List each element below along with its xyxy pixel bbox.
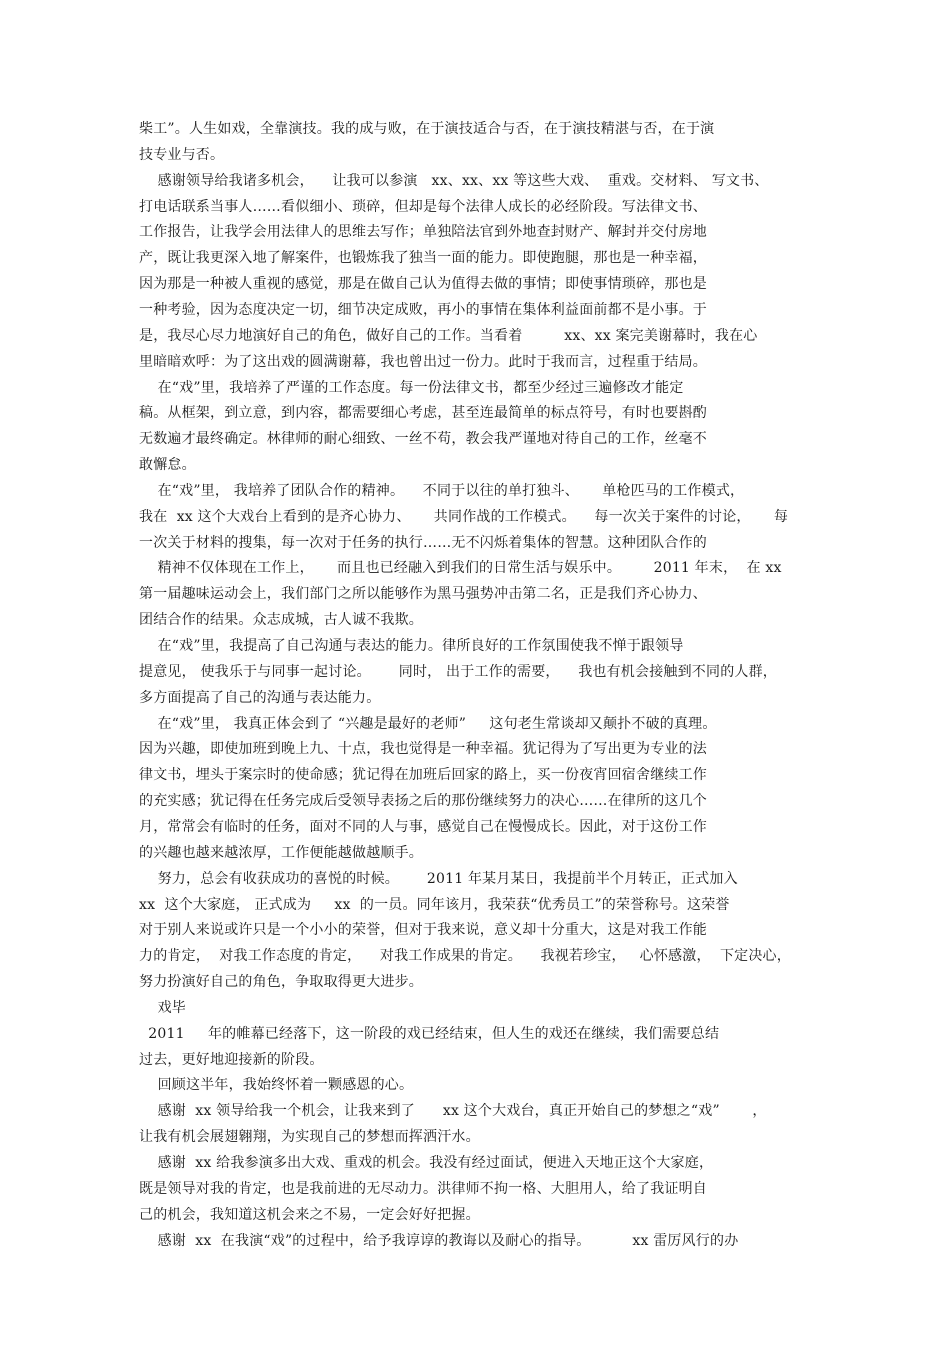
text-line: 因为那是一种被人重视的感觉，那是在做自己认为值得去做的事情；即使事情琐碎，那也是 [139,276,707,292]
text-line: 无数遍才最终确定。林律师的耐心细致、一丝不苟，教会我严谨地对待自己的工作，丝毫不 [139,431,707,447]
text-line: 精神不仅体现在工作上， 而且也已经融入到我们的日常生活与娱乐中。 2011 年末， 在 xx [139,560,782,576]
section-heading: 戏毕 [139,1000,187,1016]
text-line: 己的机会，我知道这机会来之不易，一定会好好把握。 [139,1207,480,1223]
text-line: 我在 xx 这个大戏台上看到的是齐心协力、 共同作战的工作模式。 每一次关于案件的讨论， 每 [139,509,789,525]
text-line: 感谢 xx 给我参演多出大戏、重戏的机会。我没有经过面试，便进入天地正这个大家庭， [139,1155,714,1171]
text-line: 感谢 xx 在我演“戏”的过程中，给予我谆谆的教诲以及耐心的指导。 xx 雷厉风行的办 [139,1233,739,1249]
text-line: 稿。从框架，到立意，到内容，都需要细心考虑，甚至连最简单的标点符号，有时也要斟酌 [139,405,707,421]
text-line: 提意见， 使我乐于与同事一起讨论。 同时， 出于工作的需要， 我也有机会接触到不同的人群， [139,664,777,680]
text-line: 既是领导对我的肯定，也是我前进的无尽动力。洪律师不拘一格、大胆用人，给了我证明自 [139,1181,707,1197]
text-line: 是，我尽心尽力地演好自己的角色，做好自己的工作。当看着 xx、xx 案完美谢幕时，我在心 [139,328,758,344]
text-line: 2011 年的帷幕已经落下，这一阶段的戏已经结束，但人生的戏还在继续，我们需要总结 [139,1026,720,1042]
text-line: 产，既让我更深入地了解案件，也锻炼我了独当一面的能力。即使跑腿，那也是一种幸福， [139,250,707,266]
text-line: 对于别人来说或许只是一个小小的荣誉，但对于我来说，意义却十分重大，这是对我工作能 [139,922,707,938]
text-line: 工作报告，让我学会用法律人的思维去写作；单独陪法官到外地查封财产、解封并交付房地 [139,224,707,240]
text-line: 柴工”。人生如戏，全靠演技。我的成与败，在于演技适合与否，在于演技精湛与否，在于演 [139,121,715,137]
text-line: 让我有机会展翅翱翔，为实现自己的梦想而挥洒汗水。 [139,1129,480,1145]
text-line: 在“戏”里，我培养了严谨的工作态度。每一份法律文书，都至少经过三遍修改才能定 [139,380,684,396]
text-line: 第一届趣味运动会上，我们部门之所以能够作为黑马强势冲击第二名，正是我们齐心协力、 [139,586,707,602]
text-line: xx 这个大家庭， 正式成为 xx 的一员。同年该月，我荣获“优秀员工”的荣誉称号。这荣誉 [139,897,730,913]
text-line: 感谢领导给我诸多机会， 让我可以参演 xx、xx、xx 等这些大戏、 重戏。交材料、 写文书、 [139,173,769,189]
text-line: 的兴趣也越来越浓厚，工作便能越做越顺手。 [139,845,423,861]
text-line: 打电话联系当事人……看似细小、琐碎，但却是每个法律人成长的必经阶段。写法律文书、 [139,199,707,215]
text-line: 因为兴趣，即使加班到晚上九、十点，我也觉得是一种幸福。犹记得为了写出更为专业的法 [139,741,707,757]
text-line: 的充实感；犹记得在任务完成后受领导表扬之后的那份继续努力的决心……在律所的这几个 [139,793,707,809]
text-line: 努力，总会有收获成功的喜悦的时候。 2011 年某月某日，我提前半个月转正，正式加入 [139,871,738,887]
text-line: 在“戏”里，我提高了自己沟通与表达的能力。律所良好的工作氛围使我不惮于跟领导 [139,638,684,654]
text-line: 过去，更好地迎接新的阶段。 [139,1052,324,1068]
text-line: 力的肯定， 对我工作态度的肯定， 对我工作成果的肯定。 我视若珍宝， 心怀感激， 下定决心， [139,948,791,964]
text-line: 技专业与否。 [139,147,225,163]
text-line: 律文书，埋头于案宗时的使命感；犹记得在加班后回家的路上，买一份夜宵回宿舍继续工作 [139,767,707,783]
text-line: 在“戏”里， 我培养了团队合作的精神。 不同于以往的单打独斗、 单枪匹马的工作模式， [139,483,745,499]
text-line: 努力扮演好自己的角色，争取取得更大进步。 [139,974,423,990]
text-line: 团结合作的结果。众志成城，古人诚不我欺。 [139,612,423,628]
text-line: 回顾这半年，我始终怀着一颗感恩的心。 [139,1077,414,1093]
text-line: 月，常常会有临时的任务，面对不同的人与事，感觉自己在慢慢成长。因此，对于这份工作 [139,819,707,835]
text-line: 里暗暗欢呼：为了这出戏的圆满谢幕，我也曾出过一份力。此时于我而言，过程重于结局。 [139,354,707,370]
text-line: 在“戏”里， 我真正体会到了 “兴趣是最好的老师” 这句老生常谈却又颠扑不破的真理。 [139,716,717,732]
text-line: 一种考验，因为态度决定一切，细节决定成败，再小的事情在集体利益面前都不是小事。于 [139,302,707,318]
text-line: 多方面提高了自己的沟通与表达能力。 [139,690,381,706]
text-line: 感谢 xx 领导给我一个机会，让我来到了 xx 这个大戏台，真正开始自己的梦想之“戏” ， [139,1103,767,1119]
text-line: 敢懈怠。 [139,457,196,473]
text-line: 一次关于材料的搜集，每一次对于任务的执行……无不闪烁着集体的智慧。这种团队合作的 [139,535,707,551]
